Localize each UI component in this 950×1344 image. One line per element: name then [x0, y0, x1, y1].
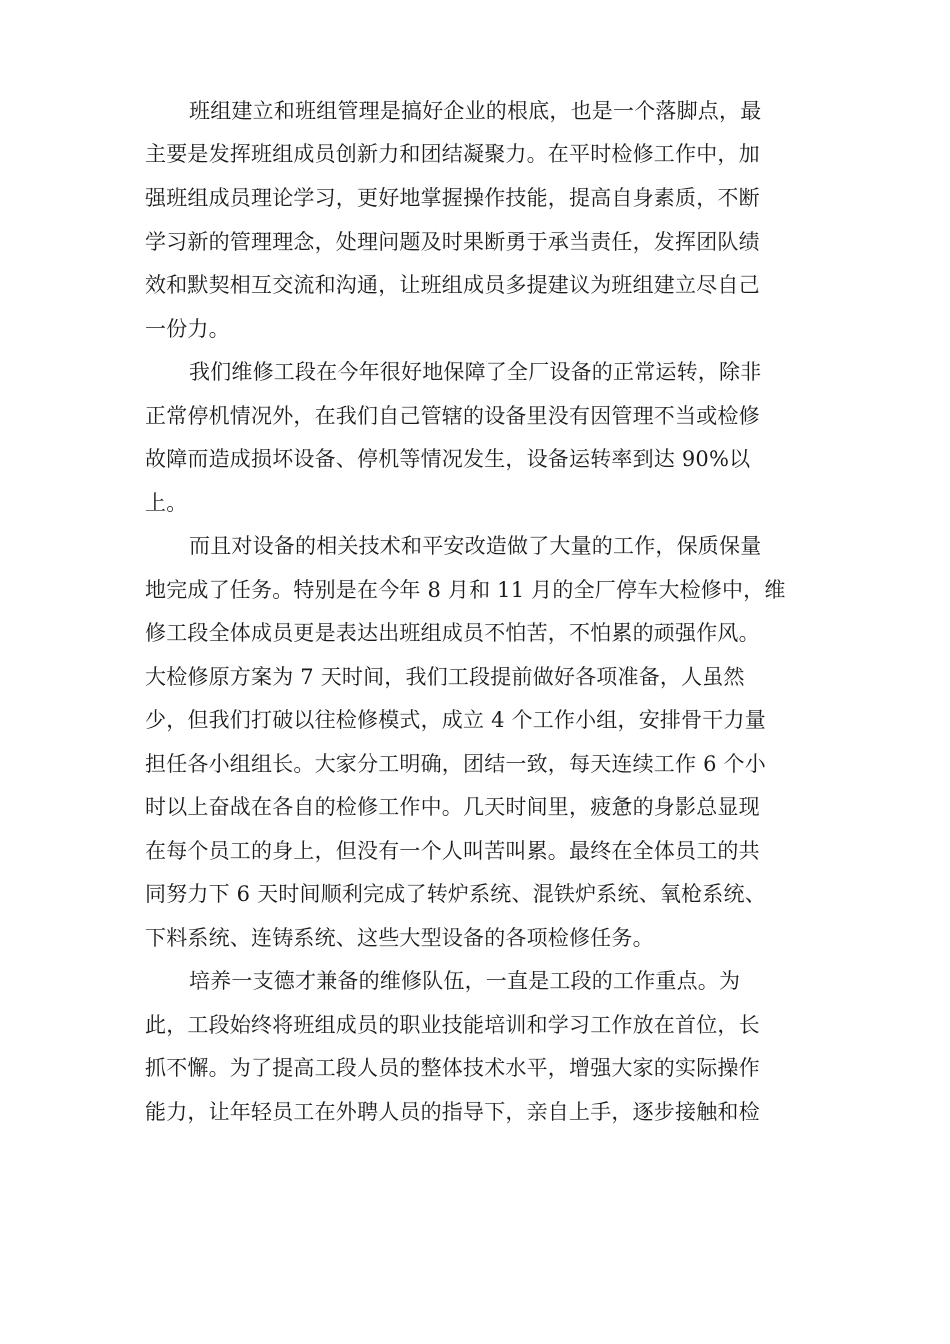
paragraph-3-line-8: 在每个员工的身上，但没有一个人叫苦叫累。最终在全体员工的共 — [145, 839, 760, 863]
paragraph-2-line-2: 正常停机情况外，在我们自己管辖的设备里没有因管理不当或检修 — [145, 404, 760, 428]
paragraph-4-line-4: 能力，让年轻员工在外聘人员的指导下，亲自上手，逐步接触和检 — [145, 1100, 760, 1124]
paragraph-3-line-9: 同努力下 6 天时间顺利完成了转炉系统、混铁炉系统、氧枪系统、 — [145, 882, 766, 906]
paragraph-1-line-1: 班组建立和班组管理是搞好企业的根底，也是一个落脚点，最 — [189, 99, 762, 123]
paragraph-3-line-3: 修工段全体成员更是表达出班组成员不怕苦，不怕累的顽强作风。 — [145, 621, 760, 645]
paragraph-3-line-10: 下料系统、连铸系统、这些大型设备的各项检修任务。 — [145, 926, 654, 950]
paragraph-2-line-1: 我们维修工段在今年很好地保障了全厂设备的正常运转，除非 — [189, 360, 762, 384]
paragraph-3-line-7: 时以上奋战在各自的检修工作中。几天时间里，疲惫的身影总显现 — [145, 795, 760, 819]
paragraph-1-line-5: 效和默契相互交流和沟通，让班组成员多提建议为班组建立尽自己 — [145, 273, 760, 297]
paragraph-2-line-3: 故障而造成损坏设备、停机等情况发生，设备运转率到达 90%以 — [145, 447, 751, 471]
paragraph-1-line-2: 主要是发挥班组成员创新力和团结凝聚力。在平时检修工作中，加 — [145, 142, 760, 166]
paragraph-3-line-1: 而且对设备的相关技术和平安改造做了大量的工作，保质保量 — [189, 534, 762, 558]
paragraph-3-line-2: 地完成了任务。特别是在今年 8 月和 11 月的全厂停车大检修中，维 — [145, 578, 786, 602]
paragraph-4-line-3: 抓不懈。为了提高工段人员的整体技术水平，增强大家的实际操作 — [145, 1056, 760, 1080]
paragraph-4-line-2: 此，工段始终将班组成员的职业技能培训和学习工作放在首位，长 — [145, 1013, 760, 1037]
paragraph-3-line-4: 大检修原方案为 7 天时间，我们工段提前做好各项准备，人虽然 — [145, 665, 745, 689]
paragraph-1-line-3: 强班组成员理论学习，更好地掌握操作技能，提高自身素质，不断 — [145, 186, 760, 210]
paragraph-3-line-6: 担任各小组组长。大家分工明确，团结一致，每天连续工作 6 个小 — [145, 752, 766, 776]
paragraph-1-line-4: 学习新的管理理念，处理问题及时果断勇于承当责任，发挥团队绩 — [145, 230, 760, 254]
paragraph-4-line-1: 培养一支德才兼备的维修队伍，一直是工段的工作重点。为 — [189, 969, 741, 993]
paragraph-1-line-6: 一份力。 — [145, 317, 230, 341]
paragraph-2-line-4: 上。 — [145, 491, 188, 515]
paragraph-3-line-5: 少，但我们打破以往检修模式，成立 4 个工作小组，安排骨干力量 — [145, 708, 766, 732]
